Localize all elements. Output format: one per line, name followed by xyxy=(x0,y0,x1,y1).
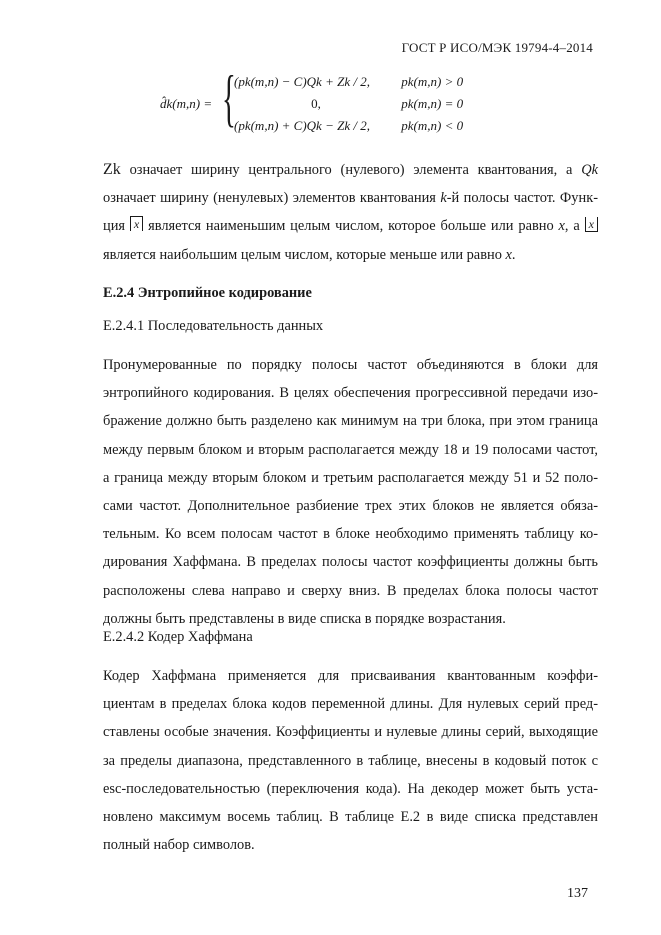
intro-line-1 xyxy=(103,156,598,184)
formula-row-3 xyxy=(234,118,463,134)
intro-line-4 xyxy=(103,241,598,269)
formula-row-1-cond: pk(m,n) > 0 xyxy=(401,74,464,89)
subsection-heading-1: Е.2.4.1 Последовательность данных xyxy=(103,318,324,334)
paragraph-line: сами частот. Дополнительное разбиение трех этих блоков не является обяза- xyxy=(103,498,598,515)
k-symbol: k xyxy=(440,190,447,207)
document-header: ГОСТ Р ИСО/МЭК 19794-4–2014 xyxy=(401,40,593,55)
formula-row-2-cond: pk(m,n) = 0 xyxy=(401,96,464,111)
formula-row-2 xyxy=(234,96,463,112)
paragraph-line: энтропийного кодирования. В целях обеспечения прогрессивной передачи изо- xyxy=(103,385,598,402)
paragraph-line: Кодер Хаффмана применяется для присваивания квантованным коэффи- xyxy=(103,668,598,684)
formula-row-3-cond: pk(m,n) < 0 xyxy=(401,118,464,133)
paragraph-line: за пределы диапазона, представленного в таблице, внесены в кодовый поток с xyxy=(103,752,598,769)
zk-symbol: Zk xyxy=(103,161,121,178)
section-heading: Е.2.4 Энтропийное кодирование xyxy=(103,285,312,301)
qk-symbol: Qk xyxy=(581,162,598,178)
page-number: 137 xyxy=(567,886,588,901)
intro-line-1-text: означает ширину центрального (нулевого) элемента квантования, а xyxy=(120,162,582,178)
paragraph-line: тельным. Ко всем полосам частот в блоке необходимо применять таблицу ко- xyxy=(103,526,598,543)
intro-line-3 xyxy=(103,212,598,240)
intro-line-3-text-c: , а xyxy=(564,218,585,235)
paragraph-line: ставлены особые значения. Коэффициенты и нулевые длины серий, выходящие xyxy=(103,724,598,741)
formula-row-1-expr: (pk(m,n) − C)Qk + Zk / 2, xyxy=(234,74,370,89)
intro-line-2-text-a: означает ширину (ненулевых) элементов квантования xyxy=(103,190,441,207)
huffman-coder-paragraph xyxy=(103,662,598,859)
formula-lhs: d̂k(m,n) = xyxy=(160,96,213,111)
formula-row-2-expr: 0, xyxy=(311,96,321,111)
intro-line-2-text-b: -й полосы частот. Функ- xyxy=(446,190,598,207)
intro-line-3-text-b: является наименьшим целым числом, которое больше или равно xyxy=(143,218,559,235)
x-symbol: x xyxy=(558,218,565,235)
formula-brace: { xyxy=(222,62,236,133)
intro-paragraph xyxy=(103,156,598,269)
paragraph-line: новлено максимум восемь таблиц. В таблице Е.2 в виде списка представлен xyxy=(103,809,598,826)
paragraph-line: циентам в пределах блока кодов переменной длины. Для нулевых серий пред- xyxy=(103,696,598,713)
paragraph-line: должны быть представлены в виде списка в порядке возрастания. xyxy=(103,610,506,627)
paragraph-line: esc-последовательностью (переключения кода). На декодер может быть уста- xyxy=(103,780,598,797)
paragraph-line: между первым блоком и вторым располагается между 18 и 19 полосами частот, xyxy=(103,441,598,458)
intro-line-2 xyxy=(103,184,598,212)
paragraph-line: дирования Хаффмана. В пределах полосы частот коэффициенты должны быть xyxy=(103,554,598,571)
floor-symbol: x xyxy=(585,217,598,232)
paragraph-line: бражение должно быть разделено как минимум на три блока, при этом граница xyxy=(103,413,598,430)
data-sequence-paragraph xyxy=(103,351,598,633)
paragraph-line: полный набор символов. xyxy=(103,837,255,854)
formula-row-3-expr: (pk(m,n) + C)Qk − Zk / 2, xyxy=(234,118,370,133)
intro-line-4-text-b: . xyxy=(511,246,516,263)
formula-row-1 xyxy=(234,74,463,90)
intro-line-4-text-a: является наибольшим целым числом, которые меньше или равно xyxy=(103,246,506,263)
subsection-heading-2: Е.2.4.2 Кодер Хаффмана xyxy=(103,629,253,645)
paragraph-line: а граница между вторым блоком и третьим располагается между 51 и 52 поло- xyxy=(103,469,598,486)
dequantization-formula xyxy=(160,62,500,138)
intro-line-3-text-a: ция xyxy=(103,218,130,235)
ceiling-symbol: x xyxy=(130,216,143,231)
x-symbol-2: x xyxy=(505,246,512,263)
paragraph-line: Пронумерованные по порядку полосы частот объединяются в блоки для xyxy=(103,357,598,373)
paragraph-line: расположены слева направо и сверху вниз. В пределах блока полосы частот xyxy=(103,582,598,599)
